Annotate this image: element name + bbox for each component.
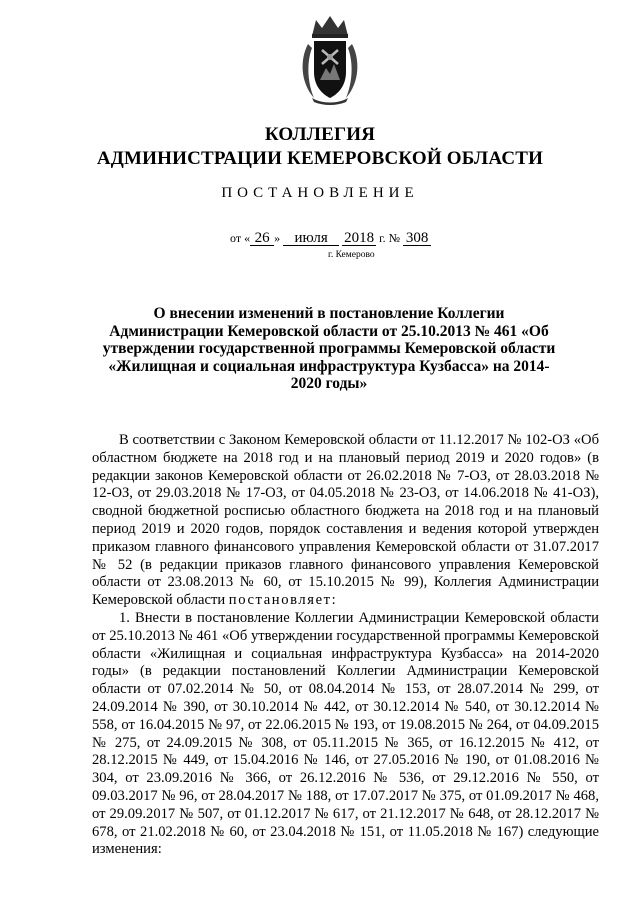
- preamble-text: В соответствии с Законом Кемеровской области от 11.12.2017 № 102-ОЗ «Об областном бюджете на 2018 год и на плановый период 2019 и 2020 годов» (в редакции законов Кемеровской области от 26.02.2018 № 7-ОЗ, от 28.03.2018 № 12-ОЗ, от 29.03.2018 № 17-ОЗ, от 04.05.2018 № 23-ОЗ, от 14.06.2018 № 41-ОЗ), сводной бюджетной росписью областного бюджета на 2018 год и на плановый период 2019 и 2020 годов, порядок составления и ведения которой утвержден приказом главного финансового управления Кемеровской области от 31.07.2017 № 52 (в редакции приказов главного финансового управления Кемеровской области от 23.08.2013 № 60, от 15.10.2015 № 99), Коллегия Администрации Кемеровской области: [92, 432, 599, 609]
- document-type: ПОСТАНОВЛЕНИЕ: [221, 185, 419, 201]
- document-body: [92, 432, 599, 859]
- decree-word: постановляет:: [228, 592, 338, 609]
- document-title: О внесении изменений в постановление Коллегии Администрации Кемеровской области от 25.10.2013 № 461 «Об утверждении государственной программы Кемеровской области «Жилищная и социальная инфраструктура Кузбасса» на 2014-2020 годы»: [102, 305, 556, 392]
- document-number: 308: [403, 231, 431, 246]
- date-month: июля: [283, 231, 339, 246]
- date-mid: »: [274, 231, 281, 245]
- number-prefix: №: [388, 231, 401, 245]
- coat-of-arms-emblem: [298, 14, 362, 106]
- date-year-suffix: г.: [379, 231, 386, 245]
- date-year: 2018: [344, 230, 375, 246]
- date-number-line: [230, 231, 490, 246]
- date-day: 26: [250, 231, 274, 246]
- organization-name-line1: КОЛЛЕГИЯ: [264, 124, 376, 145]
- paragraph-item-1: 1. Внести в постановление Коллегии Администрации Кемеровской области от 25.10.2013 № 461 «Об утверждении государственной программы Кемеровской области «Жилищная и социальная инфраструктура Кузбасса» на 2014-2020 годы» (в редакции постановлений Коллегии Администрации Кемеровской области от 07.02.2014 № 50, от 08.04.2014 № 153, от 28.07.2014 № 299, от 24.09.2014 № 390, от 30.10.2014 № 442, от 30.12.2014 № 540, от 30.12.2014 № 558, от 16.04.2015 № 97, от 22.06.2015 № 193, от 19.08.2015 № 264, от 04.09.2015 № 275, от 24.09.2015 № 308, от 05.11.2015 № 365, от 16.12.2015 № 412, от 28.12.2015 № 449, от 15.04.2016 № 146, от 27.05.2016 № 190, от 01.08.2016 № 304, от 23.09.2016 № 366, от 26.12.2016 № 536, от 29.12.2016 № 550, от 09.03.2017 № 96, от 28.04.2017 № 188, от 17.07.2017 № 375, от 01.09.2017 № 468, от 29.09.2017 № 507, от 01.12.2017 № 617, от 21.12.2017 № 648, от 28.12.2017 № 678, от 21.02.2018 № 60, от 23.04.2018 № 151, от 11.05.2018 № 167) следующие изменения:: [92, 609, 599, 858]
- city-label: г. Кемерово: [328, 250, 375, 260]
- date-prefix: от «: [230, 231, 251, 245]
- organization-name-line2: АДМИНИСТРАЦИИ КЕМЕРОВСКОЙ ОБЛАСТИ: [96, 148, 544, 169]
- paragraph-preamble: [92, 432, 599, 610]
